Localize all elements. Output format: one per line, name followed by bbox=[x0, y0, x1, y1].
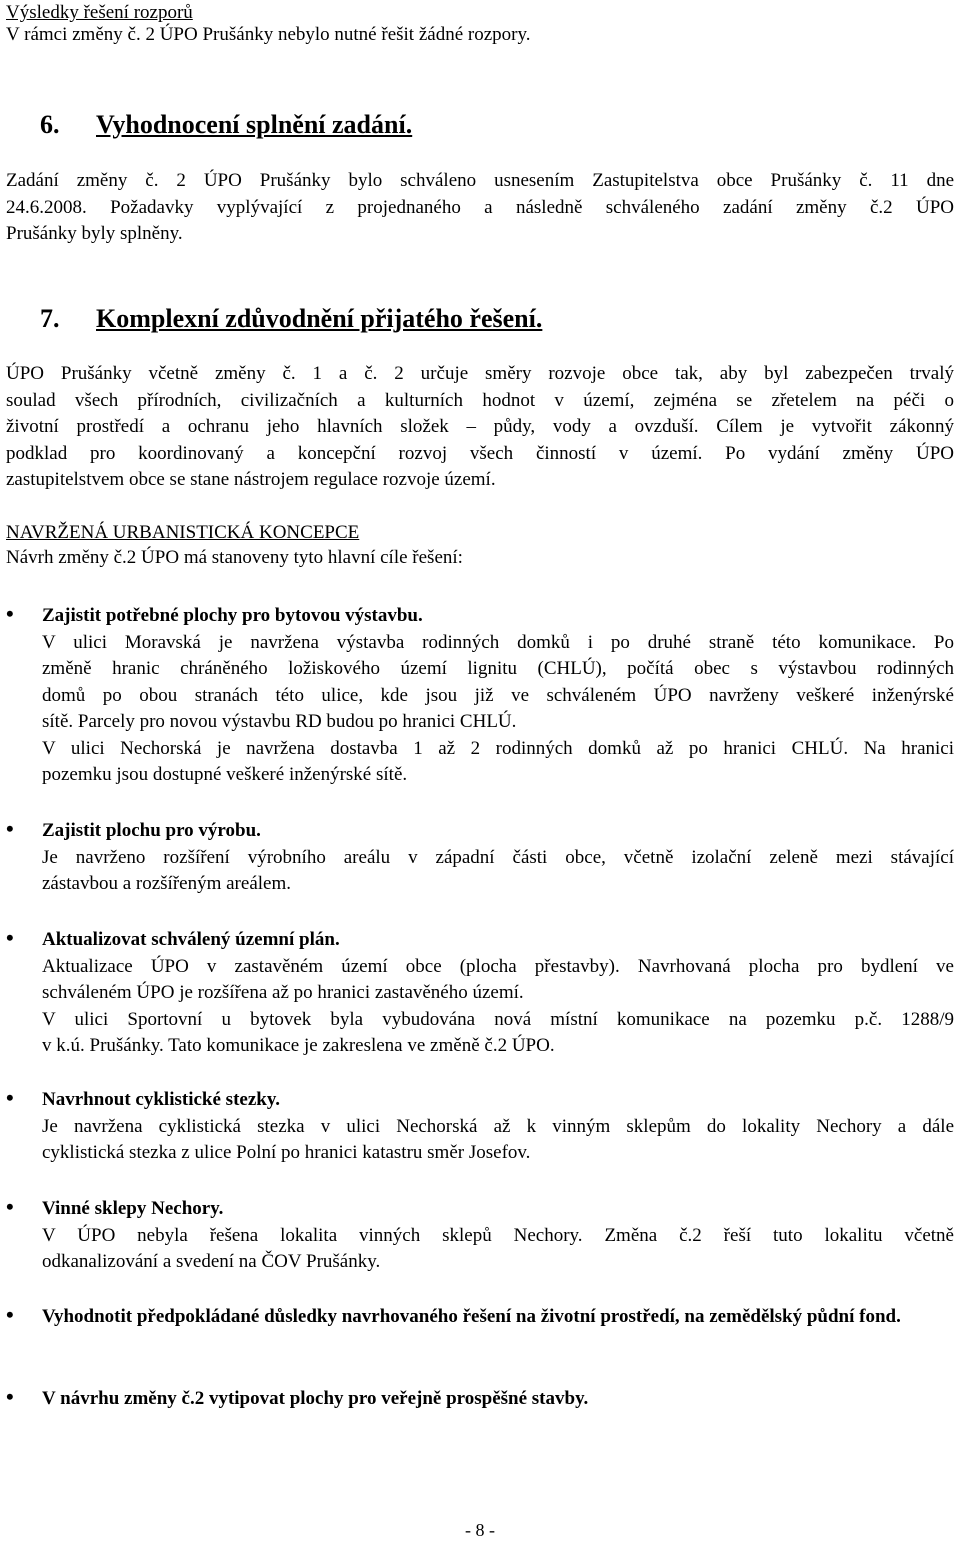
section-6-line: 24.6.2008. Požadavky vyplývající z projednaného a následně schváleného zadání změny č.2 ÚPO bbox=[6, 196, 954, 218]
goal-heading: Aktualizovat schválený územní plán. bbox=[42, 929, 340, 950]
goal-heading: Vyhodnotit předpokládané důsledky navrhovaného řešení na životní prostředí, na zemědělský půdní fond. bbox=[42, 1306, 901, 1327]
goal-line: domů po obou stranách této ulice, kde jsou již ve schváleném ÚPO navrženy veškeré inženýrské bbox=[42, 684, 954, 706]
section-7-body bbox=[6, 361, 954, 494]
goal-heading: Vinné sklepy Nechory. bbox=[42, 1198, 224, 1219]
goal-line: V ÚPO nebyla řešena lokalita vinných sklepů Nechory. Změna č.2 řeší tuto lokalitu včetně bbox=[42, 1224, 954, 1246]
goal-item bbox=[6, 1302, 954, 1331]
goal-line: odkanalizování a svedení na ČOV Prušánky. bbox=[42, 1251, 381, 1272]
bullet-icon: • bbox=[6, 601, 14, 626]
goal-line: sítě. Parcely pro novou výstavbu RD budou po hranici CHLÚ. bbox=[42, 711, 517, 732]
goal-heading: Zajistit potřebné plochy pro bytovou výstavbu. bbox=[42, 605, 423, 626]
goal-line: Aktualizace ÚPO v zastavěném území obce (plocha přestavby). Navrhovaná plocha pro bydlení ve bbox=[42, 955, 954, 977]
section-6-line: Prušánky byly splněny. bbox=[6, 223, 183, 244]
goal-item bbox=[6, 1085, 954, 1167]
goal-line: Je navržena cyklistická stezka v ulici Nechorská až k vinným sklepům do lokality Nechory a dále bbox=[42, 1115, 954, 1137]
concept-intro: Návrh změny č.2 ÚPO má stanoveny tyto hlavní cíle řešení: bbox=[6, 547, 463, 568]
goal-heading: Navrhnout cyklistické stezky. bbox=[42, 1089, 281, 1110]
goal-line: Je navrženo rozšíření výrobního areálu v západní části obce, včetně izolační zeleně mezi stávající bbox=[42, 846, 954, 868]
goal-item bbox=[6, 816, 954, 898]
goal-line: změně hranic chráněného ložiskového území lignitu (CHLÚ), počítá obec s výstavbou rodinných bbox=[42, 658, 954, 679]
section-6-heading bbox=[6, 110, 412, 140]
conflicts-text: V rámci změny č. 2 ÚPO Prušánky nebylo nutné řešit žádné rozpory. bbox=[6, 24, 531, 45]
section-6-title: Vyhodnocení splnění zadání. bbox=[96, 110, 413, 139]
goal-line: zástavbou a rozšířeným areálem. bbox=[42, 873, 291, 894]
goal-item bbox=[6, 1384, 954, 1413]
bullet-icon: • bbox=[6, 1085, 14, 1110]
goal-line: V ulici Nechorská je navržena dostavba 1 až 2 rodinných domků až po hranici CHLÚ. Na hranici bbox=[42, 737, 954, 759]
section-7-line: soulad všech přírodních, civilizačních a kulturních hodnot v území, zejména se zřetelem na péči o bbox=[6, 389, 954, 411]
goal-heading: V návrhu změny č.2 vytipovat plochy pro veřejně prospěšné stavby. bbox=[42, 1388, 589, 1409]
goal-line: V ulici Sportovní u bytovek byla vybudována nová místní komunikace na pozemku p.č. 1288/9 bbox=[42, 1008, 954, 1030]
bullet-icon: • bbox=[6, 925, 14, 950]
bullet-icon: • bbox=[6, 1302, 14, 1327]
section-7-line: životní prostředí a ochranu jeho hlavních složek – půdy, vody a ovzduší. Cílem je vytvořit zákonný bbox=[6, 416, 954, 437]
goal-heading: Zajistit plochu pro výrobu. bbox=[42, 820, 261, 841]
goal-line: v k.ú. Prušánky. Tato komunikace je zakreslena ve změně č.2 ÚPO. bbox=[42, 1035, 555, 1056]
goal-item bbox=[6, 601, 954, 789]
goal-line: pozemku jsou dostupné veškeré inženýrské sítě. bbox=[42, 764, 408, 785]
conflicts-heading: Výsledky řešení rozporů bbox=[6, 2, 193, 23]
page-number: - 8 - bbox=[465, 1520, 495, 1540]
goal-line: V ulici Moravská je navržena výstavba rodinných domků i po druhé straně této komunikace. Po bbox=[42, 631, 954, 653]
section-7-line: ÚPO Prušánky včetně změny č. 1 a č. 2 určuje směry rozvoje obce tak, aby byl zabezpečen trvalý bbox=[6, 363, 954, 384]
section-7-line: podklad pro koordinovaný a koncepční rozvoj všech činností v území. Po vydání změny ÚPO bbox=[6, 442, 954, 464]
section-6-body bbox=[6, 168, 954, 248]
section-6-line: Zadání změny č. 2 ÚPO Prušánky bylo schváleno usnesením Zastupitelstva obce Prušánky č. 11 dne bbox=[6, 170, 954, 191]
bullet-icon: • bbox=[6, 816, 14, 841]
section-7-line: zastupitelstvem obce se stane nástrojem regulace rozvoje území. bbox=[6, 469, 496, 490]
section-7-number: 7. bbox=[40, 304, 60, 333]
bullet-icon: • bbox=[6, 1384, 14, 1409]
concept-heading: NAVRŽENÁ URBANISTICKÁ KONCEPCE bbox=[6, 522, 360, 543]
goal-item bbox=[6, 1194, 954, 1276]
bullet-icon: • bbox=[6, 1194, 14, 1219]
section-6-number: 6. bbox=[40, 110, 60, 139]
goal-line: schváleném ÚPO je rozšířena až po hranici zastavěného území. bbox=[42, 982, 524, 1003]
section-7-title: Komplexní zdůvodnění přijatého řešení. bbox=[96, 304, 543, 333]
goal-item bbox=[6, 925, 954, 1060]
section-7-heading bbox=[6, 304, 542, 334]
goal-line: cyklistická stezka z ulice Polní po hranici katastru směr Josefov. bbox=[42, 1142, 531, 1163]
